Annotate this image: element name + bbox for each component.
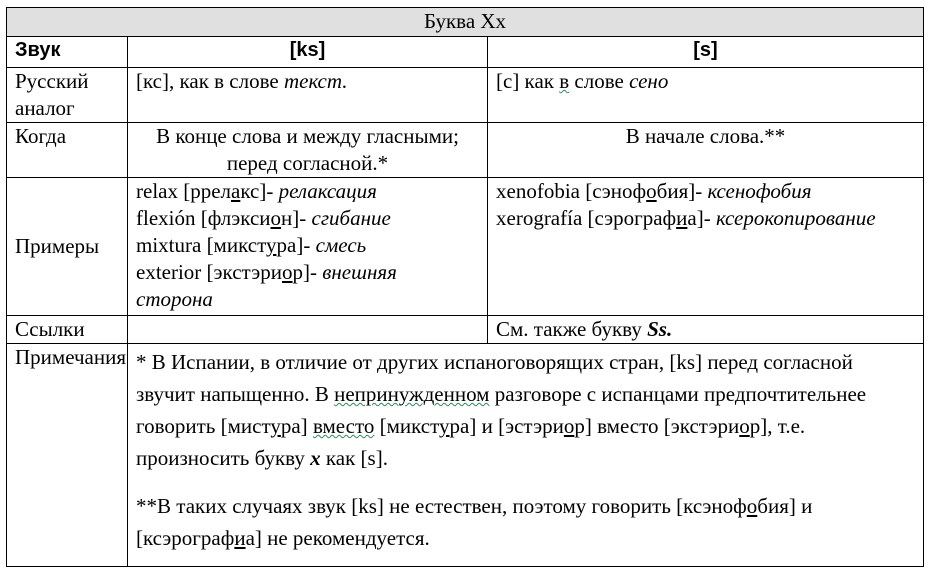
header-s: [s] [488,37,924,68]
examples-s [488,178,924,316]
note-1: * В Испании, в отличие от других испаноговорящих стран, [ks] перед согласной звучит напыщенно. В непринужденном разговоре с испанцами предпочтительнее говорить [мистура] вместо [микстура] и [эстэриор] вместо [экстэриор], т.е. произносить букву x как [s]. [136,350,867,470]
analog-s-text: слове [569,69,630,93]
when-ks: В конце слова и между гласными; перед согласной.* [128,123,488,178]
row-russian-analog [7,68,924,123]
example-xenofobia: xenofobia [сэнофобия]- ксенофобия [496,179,812,203]
analog-s [488,68,924,123]
analog-ks [128,68,488,123]
label-when: Когда [7,123,128,178]
links-s-text: См. также букву [496,317,648,341]
examples-ks [128,178,488,316]
links-ks [128,316,488,344]
analog-s-word: сено [629,69,669,93]
notes-body [128,344,924,567]
header-sound-label: Звук [7,37,128,68]
letter-x-table [6,7,924,567]
row-notes [7,344,924,567]
label-links: Ссылки [7,316,128,344]
analog-ks-text: [кс], как в слове [136,69,284,93]
label-russian-analog: Русский аналог [7,68,128,123]
example-exterior: exterior [экстэриор]- внешняя сторона [136,260,397,311]
example-relax: relax [ррелакс]- релаксация [136,179,377,203]
analog-ks-word: текст. [283,69,348,93]
analog-s-mid: в [559,69,570,93]
when-s: В начале слова.** [488,123,924,178]
row-links [7,316,924,344]
note-2: **В таких случаях звук [ks] не естествен, поэтому говорить [ксэнофобия] и [ксэрографиа] не рекомендуется. [136,494,813,550]
analog-s-pre: [с] как [496,69,560,93]
example-mixtura: mixtura [микстура]- смесь [136,233,367,257]
example-xerografia: xerografía [сэрографиа]- ксерокопирование [496,206,876,230]
header-ks: [ks] [128,37,488,68]
label-examples: Примеры [7,178,128,316]
links-s [488,316,924,344]
label-notes: Примечания [7,344,128,567]
row-when [7,123,924,178]
example-flexion: flexión [флэксион]- сгибание [136,206,391,230]
links-s-letter: Ss. [647,317,673,341]
table-title: Буква Xx [7,8,924,37]
row-examples [7,178,924,316]
